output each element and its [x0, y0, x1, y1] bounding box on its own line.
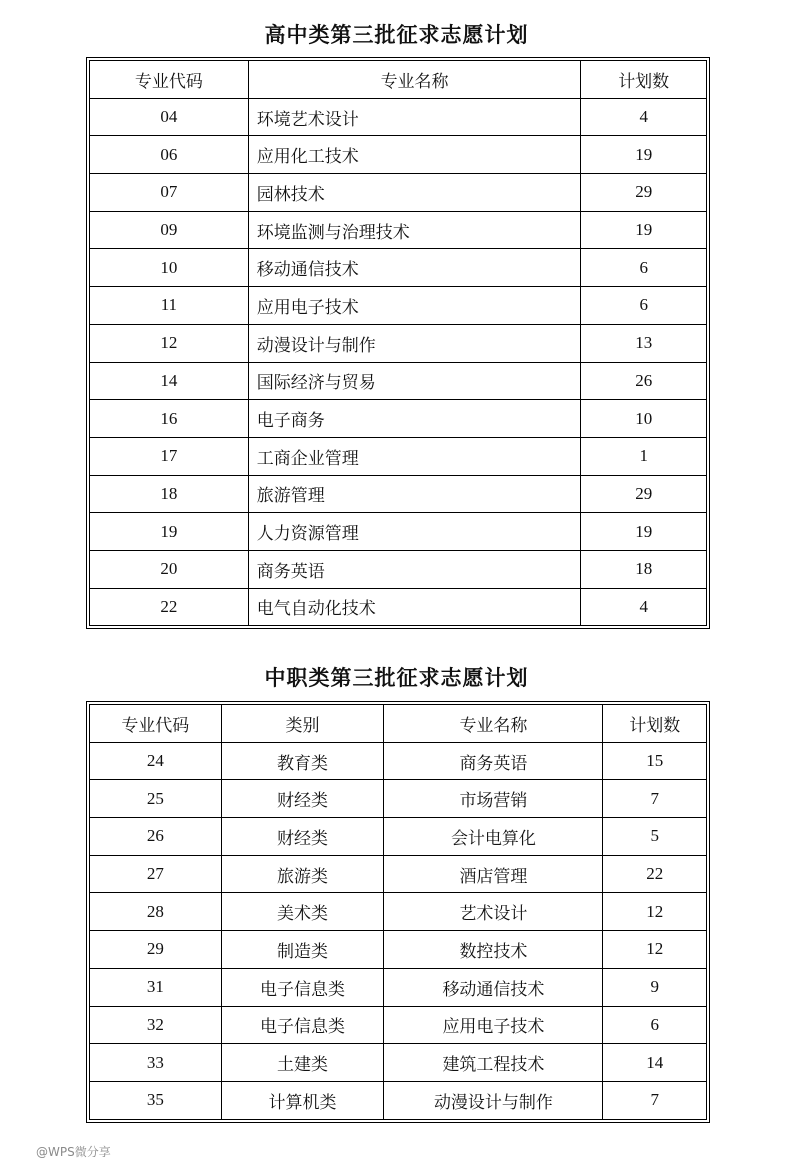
- table-row: [90, 249, 707, 287]
- category-cell: 制造类: [221, 931, 384, 969]
- plan-count-cell: 9: [603, 968, 707, 1006]
- plan-count-cell: 29: [581, 475, 707, 513]
- major-code-cell: 06: [90, 136, 249, 174]
- plan-count-cell: 5: [603, 818, 707, 856]
- vocational-plan-title: 中职类第三批征求志愿计划: [264, 666, 529, 690]
- major-code-cell: 26: [90, 818, 222, 856]
- major-code-cell: 19: [90, 513, 249, 551]
- table-row: [90, 513, 707, 551]
- major-code-cell: 24: [90, 742, 222, 780]
- plan-count-cell: 14: [603, 1044, 707, 1082]
- table-row: [90, 855, 707, 893]
- plan-count-cell: 19: [581, 211, 707, 249]
- vocational-plan-table: [89, 704, 707, 1120]
- major-name-cell: 旅游管理: [248, 475, 581, 513]
- table-row: [90, 362, 707, 400]
- major-name-cell: 电子商务: [248, 400, 581, 438]
- plan-count-cell: 6: [581, 287, 707, 325]
- table-row: [90, 742, 707, 780]
- column-header-plan: 计划数: [603, 705, 707, 743]
- major-name-cell: 应用电子技术: [384, 1006, 603, 1044]
- table-row: [90, 818, 707, 856]
- plan-count-cell: 19: [581, 136, 707, 174]
- plan-count-cell: 4: [581, 588, 707, 626]
- major-name-cell: 商务英语: [248, 550, 581, 588]
- plan-count-cell: 7: [603, 1081, 707, 1119]
- plan-count-cell: 26: [581, 362, 707, 400]
- category-cell: 电子信息类: [221, 1006, 384, 1044]
- plan-count-cell: 13: [581, 324, 707, 362]
- plan-count-cell: 4: [581, 98, 707, 136]
- major-code-cell: 07: [90, 174, 249, 212]
- table-row: [90, 211, 707, 249]
- column-header-name: 专业名称: [384, 705, 603, 743]
- column-header-code: 专业代码: [90, 705, 222, 743]
- major-name-cell: 艺术设计: [384, 893, 603, 931]
- table-row: [90, 893, 707, 931]
- major-name-cell: 环境艺术设计: [248, 98, 581, 136]
- high-school-plan-table: [89, 60, 707, 626]
- major-code-cell: 28: [90, 893, 222, 931]
- table-row: [90, 400, 707, 438]
- category-cell: 财经类: [221, 818, 384, 856]
- major-code-cell: 29: [90, 931, 222, 969]
- table-row: [90, 968, 707, 1006]
- category-cell: 电子信息类: [221, 968, 384, 1006]
- table-header-row: [90, 705, 707, 743]
- major-code-cell: 10: [90, 249, 249, 287]
- category-cell: 计算机类: [221, 1081, 384, 1119]
- plan-count-cell: 22: [603, 855, 707, 893]
- column-header-name: 专业名称: [248, 61, 581, 99]
- plan-count-cell: 10: [581, 400, 707, 438]
- plan-count-cell: 7: [603, 780, 707, 818]
- table-row: [90, 550, 707, 588]
- major-name-cell: 电气自动化技术: [248, 588, 581, 626]
- major-code-cell: 31: [90, 968, 222, 1006]
- plan-count-cell: 1: [581, 437, 707, 475]
- table-row: [90, 437, 707, 475]
- plan-count-cell: 18: [581, 550, 707, 588]
- major-code-cell: 09: [90, 211, 249, 249]
- major-name-cell: 市场营销: [384, 780, 603, 818]
- table-row: [90, 931, 707, 969]
- table-row: [90, 174, 707, 212]
- major-code-cell: 12: [90, 324, 249, 362]
- major-code-cell: 25: [90, 780, 222, 818]
- table-row: [90, 136, 707, 174]
- column-header-code: 专业代码: [90, 61, 249, 99]
- major-name-cell: 酒店管理: [384, 855, 603, 893]
- major-code-cell: 18: [90, 475, 249, 513]
- table-header-row: [90, 61, 707, 99]
- major-name-cell: 应用电子技术: [248, 287, 581, 325]
- plan-count-cell: 19: [581, 513, 707, 551]
- table-row: [90, 287, 707, 325]
- major-name-cell: 数控技术: [384, 931, 603, 969]
- major-name-cell: 人力资源管理: [248, 513, 581, 551]
- major-code-cell: 27: [90, 855, 222, 893]
- major-code-cell: 33: [90, 1044, 222, 1082]
- plan-count-cell: 12: [603, 931, 707, 969]
- category-cell: 旅游类: [221, 855, 384, 893]
- category-cell: 财经类: [221, 780, 384, 818]
- category-cell: 教育类: [221, 742, 384, 780]
- major-name-cell: 应用化工技术: [248, 136, 581, 174]
- major-name-cell: 工商企业管理: [248, 437, 581, 475]
- table-row: [90, 324, 707, 362]
- plan-count-cell: 15: [603, 742, 707, 780]
- table-row: [90, 475, 707, 513]
- major-name-cell: 建筑工程技术: [384, 1044, 603, 1082]
- plan-count-cell: 12: [603, 893, 707, 931]
- table-row: [90, 1044, 707, 1082]
- major-name-cell: 环境监测与治理技术: [248, 211, 581, 249]
- major-name-cell: 动漫设计与制作: [384, 1081, 603, 1119]
- major-code-cell: 11: [90, 287, 249, 325]
- table-row: [90, 1081, 707, 1119]
- major-code-cell: 32: [90, 1006, 222, 1044]
- table-row: [90, 1006, 707, 1044]
- plan-count-cell: 6: [581, 249, 707, 287]
- major-code-cell: 04: [90, 98, 249, 136]
- major-name-cell: 移动通信技术: [248, 249, 581, 287]
- plan-count-cell: 29: [581, 174, 707, 212]
- major-code-cell: 20: [90, 550, 249, 588]
- major-name-cell: 国际经济与贸易: [248, 362, 581, 400]
- table-row: [90, 588, 707, 626]
- major-name-cell: 园林技术: [248, 174, 581, 212]
- major-name-cell: 动漫设计与制作: [248, 324, 581, 362]
- major-code-cell: 14: [90, 362, 249, 400]
- major-name-cell: 商务英语: [384, 742, 603, 780]
- major-code-cell: 16: [90, 400, 249, 438]
- high-school-plan-table-frame: [86, 57, 710, 629]
- wps-watermark: @WPS微分享: [36, 1145, 111, 1159]
- table-row: [90, 780, 707, 818]
- major-name-cell: 移动通信技术: [384, 968, 603, 1006]
- vocational-plan-rows: [90, 742, 707, 1119]
- plan-count-cell: 6: [603, 1006, 707, 1044]
- major-code-cell: 17: [90, 437, 249, 475]
- major-code-cell: 35: [90, 1081, 222, 1119]
- major-name-cell: 会计电算化: [384, 818, 603, 856]
- column-header-category: 类别: [221, 705, 384, 743]
- category-cell: 美术类: [221, 893, 384, 931]
- column-header-plan: 计划数: [581, 61, 707, 99]
- major-code-cell: 22: [90, 588, 249, 626]
- category-cell: 土建类: [221, 1044, 384, 1082]
- vocational-plan-table-frame: [86, 701, 710, 1123]
- table-row: [90, 98, 707, 136]
- high-school-plan-rows: [90, 98, 707, 626]
- high-school-plan-title: 高中类第三批征求志愿计划: [264, 23, 529, 47]
